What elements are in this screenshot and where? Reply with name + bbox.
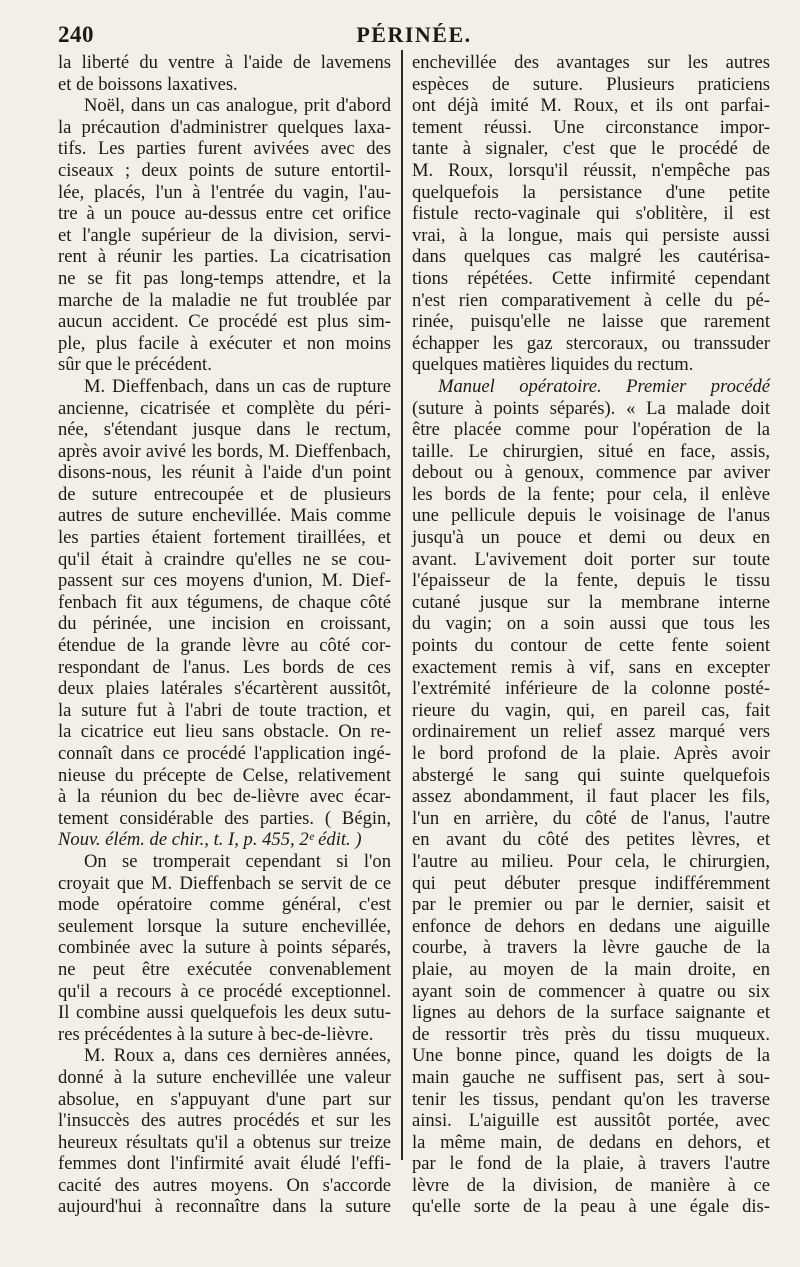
- text-line: par le fond de la plaie, à travers l'autre: [412, 1153, 770, 1175]
- text-line: la suture fut à l'abri de toute traction, et: [58, 699, 391, 721]
- text-line: On se tromperait cependant si l'on: [84, 850, 391, 872]
- text-line: de suture entrecoupée et de plusieurs: [58, 483, 391, 505]
- text-line: main gauche ne suffisent pas, sert à sou-: [412, 1066, 770, 1088]
- text-line: tifs. Les parties furent avivées avec des: [58, 138, 391, 160]
- text-line: lignes au dehors de la surface saignante et: [412, 1002, 770, 1024]
- text-line: n'est rien comparativement à celle du pé-: [412, 289, 770, 311]
- text-line: ordinairement un relief assez marqué vers: [412, 721, 770, 743]
- text-line: seulement lorsque la suture enchevillée,: [58, 915, 391, 937]
- text-line: enchevillée des avantages sur les autres: [412, 52, 770, 73]
- text-line: M. Dieffenbach, dans un cas de rupture: [84, 375, 391, 397]
- text-line: debout ou à genoux, commence par aviver: [412, 462, 770, 484]
- text-line: qu'il a recours à ce procédé exceptionnel.: [58, 980, 391, 1002]
- text-line: qu'elle sorte de la peau à une égale dis-: [412, 1196, 770, 1218]
- left-column: [58, 52, 391, 1218]
- text-line: points du contour de cette fente soient: [412, 635, 770, 657]
- text-line: une pellicule depuis le voisinage de l'anus: [412, 505, 770, 527]
- text-line: marche de la maladie ne fut troublée par: [58, 289, 391, 311]
- text-line: tement considérable des parties. ( Bégin,: [58, 807, 391, 829]
- column-divider: [401, 50, 403, 1160]
- text-line: espèces de suture. Plusieurs praticiens: [412, 73, 770, 95]
- text-line: ancienne, cicatrisée et complète du péri-: [58, 397, 391, 419]
- text-line: les parties étaient fortement tiraillées, et: [58, 527, 391, 549]
- text-line: l'épaisseur de la fente, depuis le tissu: [412, 570, 770, 592]
- text-line: disons-nous, les réunit à l'aide d'un point: [58, 462, 391, 484]
- text-line: deux plaies latérales s'écartèrent aussitôt,: [58, 678, 391, 700]
- text-line: Nouv. élém. de chir., t. I, p. 455, 2ᵉ édit. ): [58, 829, 362, 851]
- text-line: tante à signaler, c'est que le procédé de: [412, 138, 770, 160]
- text-line: en avant du côté des petites lèvres, et: [412, 829, 770, 851]
- text-line: née, s'étendant jusque dans le rectum,: [58, 419, 391, 441]
- text-line: croyait que M. Dieffenbach se servit de ce: [58, 872, 391, 894]
- text-line: la liberté du ventre à l'aide de lavemens: [58, 52, 391, 73]
- text-line: quelques matières liquides du rectum.: [412, 354, 694, 376]
- text-line: abstergé le sang qui suinte quelquefois: [412, 764, 770, 786]
- text-line: aucun accident. Ce procédé est plus sim-: [58, 311, 391, 333]
- text-line: M. Roux, lorsqu'il réussit, n'empêche pas: [412, 159, 770, 181]
- text-line: heureux résultats qu'il a obtenus sur treize: [58, 1131, 391, 1153]
- text-line: les bords de la fente; pour cela, il enlève: [412, 483, 770, 505]
- text-line: l'autre au milieu. Pour cela, le chirurgien,: [412, 850, 770, 872]
- text-line: lèvre de la division, de manière à ce: [412, 1174, 770, 1196]
- text-line: rieure du vagin, qui, en pareil cas, fait: [412, 699, 770, 721]
- text-line: la précaution d'administrer quelques laxa-: [58, 116, 391, 138]
- text-line: sûr que le précédent.: [58, 354, 212, 376]
- text-line: la même main, de dedans en dehors, et: [412, 1131, 770, 1153]
- text-line: absolue, en s'appuyant d'une part sur: [58, 1088, 391, 1110]
- text-line: du vagin; on a soin aussi que tous les: [412, 613, 770, 635]
- running-title: PÉRINÉE.: [356, 22, 472, 47]
- text-line: Une bonne pince, quand les doigts de la: [412, 1045, 770, 1067]
- text-line: ayant soin de commencer à quatre ou six: [412, 980, 770, 1002]
- text-line: avant. L'avivement doit porter sur toute: [412, 548, 770, 570]
- text-line: qu'il était à craindre qu'elles ne se cou-: [58, 548, 391, 570]
- text-line: aujourd'hui à reconnaître dans la suture: [58, 1196, 391, 1218]
- text-line: assez abondamment, il faut placer les fils,: [412, 786, 770, 808]
- text-line: fenbach fit aux tégumens, de chaque côté: [58, 591, 391, 613]
- text-line: à la réunion du bec de-lièvre avec écar-: [58, 786, 391, 808]
- text-line: et de boissons laxatives.: [58, 73, 238, 95]
- text-line: rent à réunir les parties. La cicatrisation: [58, 246, 391, 268]
- text-line: échapper les gaz stercoraux, ou transsuder: [412, 332, 770, 354]
- text-line: tement réussi. Une circonstance impor-: [412, 116, 770, 138]
- text-line: dans quelques cas malgré les cautérisa-: [412, 246, 770, 268]
- text-line: quelquefois la persistance d'une petite: [412, 181, 770, 203]
- text-line: (suture à points séparés). « La malade doit: [412, 397, 770, 419]
- text-line: l'insuccès des autres procédés et sur les: [58, 1110, 391, 1132]
- text-line: ple, plus facile à exécuter et non moins: [58, 332, 391, 354]
- text-line: combinée avec la suture à points séparés,: [58, 937, 391, 959]
- text-line: autres de suture enchevillée. Mais comme: [58, 505, 391, 527]
- page-header: [58, 22, 770, 52]
- text-line: femmes dont l'infirmité avait éludé l'effi-: [58, 1153, 391, 1175]
- text-line: et l'angle supérieur de la division, servi-: [58, 224, 391, 246]
- text-line: M. Roux a, dans ces dernières années,: [84, 1045, 391, 1067]
- text-line: jusqu'à un pouce et demi ou deux en: [412, 527, 770, 549]
- text-line: tions répétées. Cette infirmité cependant: [412, 267, 770, 289]
- text-line: Manuel opératoire. Premier procédé: [438, 375, 770, 397]
- text-line: ne peut être exécutée convenablement: [58, 958, 391, 980]
- text-line: par le premier ou par le dernier, saisit et: [412, 894, 770, 916]
- text-line: vrai, à la longue, mais qui persiste aussi: [412, 224, 770, 246]
- text-line: qui peut débuter presque indifféremment: [412, 872, 770, 894]
- text-line: cacité des autres moyens. On s'accorde: [58, 1174, 391, 1196]
- text-line: l'un en arrière, du côté de l'anus, l'autre: [412, 807, 770, 829]
- text-line: tre à un pouce au-dessus entre cet orifice: [58, 203, 391, 225]
- text-line: cutané jusque sur la membrane interne: [412, 591, 770, 613]
- text-line: ciseaux ; deux points de suture entortil-: [58, 159, 391, 181]
- text-line: tenir les tissus, pendant qu'on les traverse: [412, 1088, 770, 1110]
- text-line: ne se fit pas long-temps attendre, et la: [58, 267, 391, 289]
- text-line: connaît dans ce procédé l'application ingé-: [58, 743, 391, 764]
- text-line: rinée, puisqu'elle ne laisse que rarement: [412, 311, 770, 333]
- text-line: l'extrémité inférieure de la colonne posté-: [412, 678, 770, 700]
- text-line: le bord profond de la plaie. Après avoir: [412, 743, 770, 764]
- text-line: donné à la suture enchevillée une valeur: [58, 1066, 391, 1088]
- page-number: 240: [58, 22, 94, 47]
- text-line: être placée comme pour l'opération de la: [412, 419, 770, 441]
- right-column: [412, 52, 770, 1218]
- text-line: Noël, dans un cas analogue, prit d'abord: [84, 95, 391, 117]
- text-line: ont déjà imité M. Roux, et ils ont parfai-: [412, 95, 770, 117]
- text-line: nieuse du précepte de Celse, relativement: [58, 764, 391, 786]
- text-line: respondant de l'anus. Les bords de ces: [58, 656, 391, 678]
- text-line: courbe, à travers la lèvre gauche de la: [412, 937, 770, 959]
- text-line: ainsi. L'aiguille est aussitôt portée, avec: [412, 1110, 770, 1132]
- text-line: la cicatrice eut lieu sans obstacle. On re-: [58, 721, 391, 743]
- text-line: après avoir avivé les bords, M. Dieffenbach,: [58, 440, 391, 462]
- text-line: exactement remis à vif, sans en excepter: [412, 656, 770, 678]
- text-line: res précédentes à la suture à bec-de-lièvre.: [58, 1023, 374, 1045]
- text-line: Il combine aussi quelquefois les deux sutu-: [58, 1002, 391, 1024]
- text-line: lée, placés, l'un à l'entrée du vagin, l'au-: [58, 181, 391, 203]
- text-line: étendue de la grande lèvre au côté cor-: [58, 635, 391, 657]
- text-line: enfonce de dehors en dedans une aiguille: [412, 915, 770, 937]
- text-line: fistule recto-vaginale qui s'oblitère, il est: [412, 203, 770, 225]
- text-line: de ressortir très près du tissu muqueux.: [412, 1023, 770, 1045]
- text-line: mode opératoire comme général, c'est: [58, 894, 391, 916]
- text-line: passent sur ces moyens d'union, M. Dief-: [58, 570, 391, 592]
- text-line: plaie, au moyen de la main droite, en: [412, 958, 770, 980]
- text-line: du périnée, une incision en croissant,: [58, 613, 391, 635]
- text-line: taille. Le chirurgien, situé en face, assis,: [412, 440, 770, 462]
